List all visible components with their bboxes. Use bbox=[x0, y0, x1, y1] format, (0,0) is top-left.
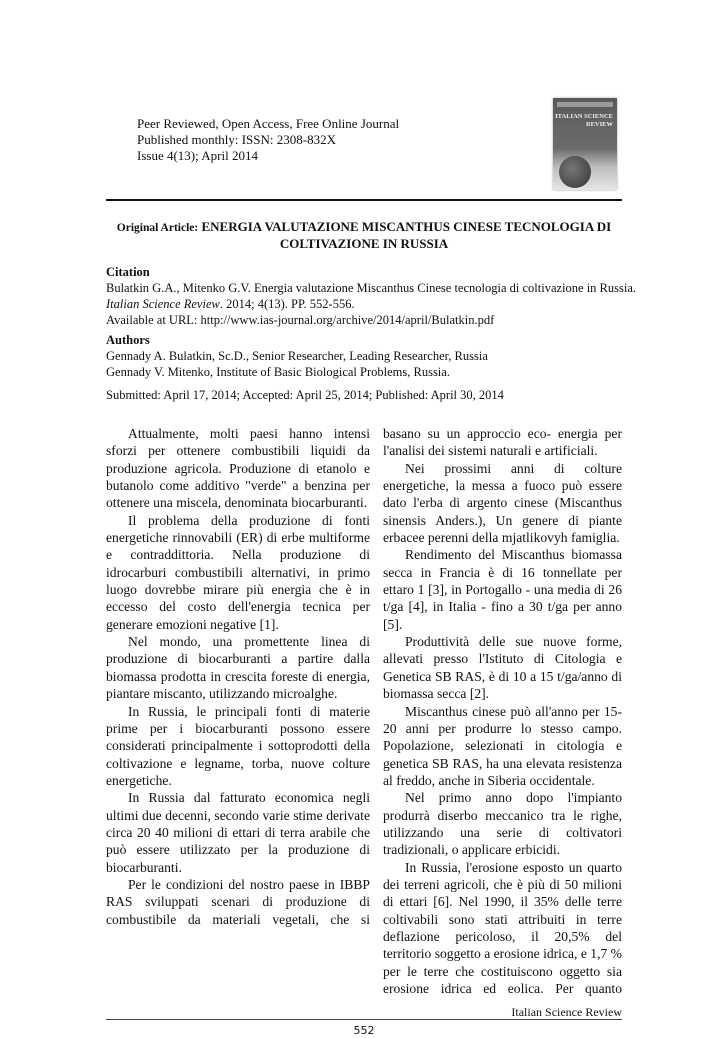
citation-details: . 2014; 4(13). PP. 552-556. bbox=[219, 297, 355, 311]
journal-cover-image bbox=[553, 98, 617, 190]
journal-info-line: Issue 4(13); April 2014 bbox=[137, 148, 258, 163]
article-title bbox=[102, 219, 626, 252]
paragraph: Il problema della produzione di fonti energetiche rinnovabili (ER) di erbe multiforme e contraddittoria. Nella produzione di idrocarburi combustibili alternativi, in primo luogo dovrebbe mirare più energia che è in eccesso del costo dell'energia tecnica per generare emozioni negative [1]. bbox=[106, 512, 370, 632]
paragraph: Attualmente, molti paesi hanno intensi sforzi per ottenere combustibili liquidi da produzione agricola. Produzione di etanolo e butanolo come additivo "verde" a benzina per ottenere una miscela, denominata biocarburanti. bbox=[106, 426, 370, 511]
cover-title: ITALIAN SCIENCE REVIEW bbox=[555, 113, 613, 128]
paragraph: In Russia, le principali fonti di materie prime per i biocarburanti possono essere considerati principalmente i sottoprodotti della coltivazione e legname, torba, nuove colture energetiche. bbox=[106, 703, 370, 788]
footer-journal-name: Italian Science Review bbox=[511, 1005, 622, 1020]
paragraph: Miscanthus cinese può all'anno per 15-20 anni per produrre lo stesso campo. Popolazione, selezionati in citologia e genetica SB RAS, ha una elevata resistenza al freddo, anche in Siberia occidentale. bbox=[383, 703, 622, 788]
citation-section bbox=[106, 264, 636, 328]
paragraph: In Russia dal fatturato economica negli ultimi due decenni, secondo varie stime derivate circa 20 40 milioni di ettari di terra arabile che può essere utilizzato per la produzione di biocarburanti. bbox=[106, 790, 370, 875]
body-column-right bbox=[383, 425, 622, 997]
author-entry: Gennady A. Bulatkin, Sc.D., Senior Researcher, Leading Researcher, Russia bbox=[106, 349, 488, 363]
footer-divider bbox=[106, 1019, 622, 1020]
paragraph: Per le condizioni del nostro paese in IBBP RAS sviluppati scenari di produzione di combustibile da materiali vegetali, che si bbox=[106, 876, 370, 927]
page-number: 552 bbox=[353, 1024, 375, 1038]
author-entry: Gennady V. Mitenko, Institute of Basic Biological Problems, Russia. bbox=[106, 365, 450, 379]
submission-dates: Submitted: April 17, 2014; Accepted: April 25, 2014; Published: April 30, 2014 bbox=[106, 388, 504, 402]
cover-band bbox=[557, 102, 613, 107]
cover-globe-graphic bbox=[559, 156, 591, 188]
paragraph: Nel primo anno dopo l'impianto produrrà diserbo meccanico tra le righe, utilizzando una serie di coltivatori tradizionali, o applicare erbicidi. bbox=[383, 790, 622, 858]
authors-section bbox=[106, 332, 636, 380]
citation-url[interactable]: Available at URL: http://www.ias-journal.org/archive/2014/april/Bulatkin.pdf bbox=[106, 313, 495, 327]
authors-heading: Authors bbox=[106, 333, 150, 347]
journal-info bbox=[137, 116, 399, 164]
paragraph: Rendimento del Miscanthus biomassa secca in Francia è di 16 tonnellate per ettaro 1 [3], in Portogallo - una media di 26 t/ga [4], in Italia - fino a 30 t/ga per anno [5]. bbox=[383, 547, 622, 632]
paragraph: In Russia, l'erosione esposto un quarto dei terreni agricoli, che è più di 50 milioni di ettari [6]. Nel 1990, il 35% delle terre coltivabili sono stati attribuiti in terre deflazione pericoloso, il 20,5% del territorio soggetto a erosione idrica, e 1,7 % per le terre che costituiscono oggetto sia erosione idrica ed eolica. Per quanto bbox=[383, 859, 622, 996]
journal-info-line: Peer Reviewed, Open Access, Free Online Journal bbox=[137, 116, 400, 131]
article-title-text: ENERGIA VALUTAZIONE MISCANTHUS CINESE TECNOLOGIA DI COLTIVAZIONE IN RUSSIA bbox=[201, 219, 612, 251]
citation-text: Bulatkin G.A., Mitenko G.V. Energia valutazione Miscanthus Cinese tecnologia di coltivazione in Russia. bbox=[106, 281, 636, 295]
body-column-left bbox=[106, 425, 370, 928]
article-label: Original Article: bbox=[116, 222, 199, 234]
citation-journal: Italian Science Review bbox=[106, 297, 220, 311]
citation-heading: Citation bbox=[106, 265, 150, 279]
paragraph: basano su un approccio eco- energia per l'analisi dei sistemi naturali e artificiali. bbox=[383, 426, 622, 459]
paragraph: Produttività delle sue nuove forme, allevati presso l'Istituto di Citologia e Genetica SB RAS, è di 10 a 15 t/ga/anno di biomassa secca [2]. bbox=[383, 634, 622, 702]
paragraph: Nei prossimi anni di colture energetiche, la messa a fuoco può essere dato l'erba di argento cinese (Miscanthus sinensis Anders.), Un genere di piante erbacee perenni della mjatlikovyh famiglia. bbox=[383, 460, 622, 546]
paragraph: Nel mondo, una promettente linea di produzione di biocarburanti a partire dalla biomassa prodotta in crescita foreste di energia, piantare miscanto, utilizzando microalghe. bbox=[106, 634, 370, 702]
journal-info-line: Published monthly: ISSN: 2308-832X bbox=[137, 132, 336, 147]
header-divider bbox=[106, 199, 622, 201]
body-columns bbox=[106, 425, 622, 997]
article-content bbox=[106, 219, 636, 1038]
